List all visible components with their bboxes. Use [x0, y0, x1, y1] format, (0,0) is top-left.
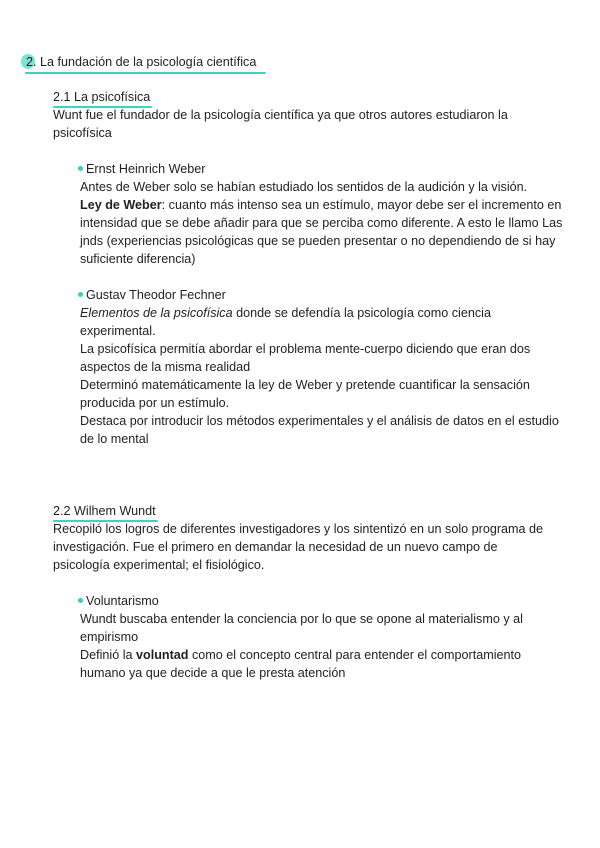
- weber-law-text: : cuanto más intenso sea un estímulo, mayor debe ser el incremento en intensidad que se debe añadir para que se perciba como diferente. A esto le llamo Las jnds (experiencias psicológicas que se pueden presentar o no dependiendo de si hay suficiente diferencia): [80, 198, 563, 266]
- fechner-line3: Determinó matemáticamente la ley de Weber y pretende cuantificar la sensación producida por un estímulo.: [80, 378, 530, 410]
- section-heading-text: 2. La fundación de la psicología científica: [26, 55, 257, 69]
- voluntarismo-line1: Wundt buscaba entender la conciencia por lo que se opone al materialismo y al empirismo: [80, 612, 523, 644]
- subheading-wundt-text: 2.2 Wilhem Wundt: [53, 504, 156, 518]
- weber-line1: Antes de Weber solo se habían estudiado los sentidos de la audición y la visión.: [80, 180, 528, 194]
- bullet-dot-icon: [78, 166, 83, 171]
- voluntarismo-def-pre: Definió la: [80, 648, 137, 662]
- bullet-voluntarismo-label: Voluntarismo: [86, 594, 159, 608]
- bullet-dot-icon: [78, 292, 83, 297]
- subheading-psicofisica-text: 2.1 La psicofísica: [53, 90, 151, 104]
- bullet-dot-icon: [78, 598, 83, 603]
- bullet-weber-label: Ernst Heinrich Weber: [86, 162, 206, 176]
- weber-law-term: Ley de Weber: [80, 198, 162, 212]
- fechner-line2: La psicofísica permitía abordar el problema mente-cuerpo diciendo que eran dos aspectos de la misma realidad: [80, 342, 531, 374]
- psicofisica-intro: Wunt fue el fundador de la psicología científica ya que otros autores estudiaron la psicofísica: [53, 108, 508, 140]
- voluntad-term: voluntad: [136, 648, 189, 662]
- bullet-fechner-label: Gustav Theodor Fechner: [86, 288, 226, 302]
- fechner-line4: Destaca por introducir los métodos experimentales y el análisis de datos en el estudio de lo mental: [80, 414, 559, 446]
- fechner-book-title: Elementos de la psicofísica: [80, 306, 233, 320]
- wundt-intro: Recopiló los logros de diferentes investigadores y los sintentizó en un solo programa de investigación. Fue el primero en demandar la necesidad de un nuevo campo de psicología experimental; el fisiológico.: [53, 522, 544, 572]
- fechner-book-text: donde se defendía la psicología como ciencia experimental.: [80, 306, 491, 338]
- subheading-wundt: [53, 502, 156, 520]
- voluntarismo-paragraph: [80, 610, 570, 682]
- fechner-paragraph: [80, 304, 570, 448]
- heading-underline: [25, 72, 266, 74]
- bullet-voluntarismo: [78, 592, 159, 610]
- bullet-fechner: [78, 286, 226, 304]
- bullet-weber: [78, 160, 205, 178]
- weber-paragraph: [80, 178, 570, 268]
- voluntarismo-def-post: como el concepto central para entender el comportamiento humano ya que decide a que le presta atención: [80, 648, 522, 680]
- subheading-psicofisica: [53, 88, 150, 106]
- section-heading: [21, 52, 260, 72]
